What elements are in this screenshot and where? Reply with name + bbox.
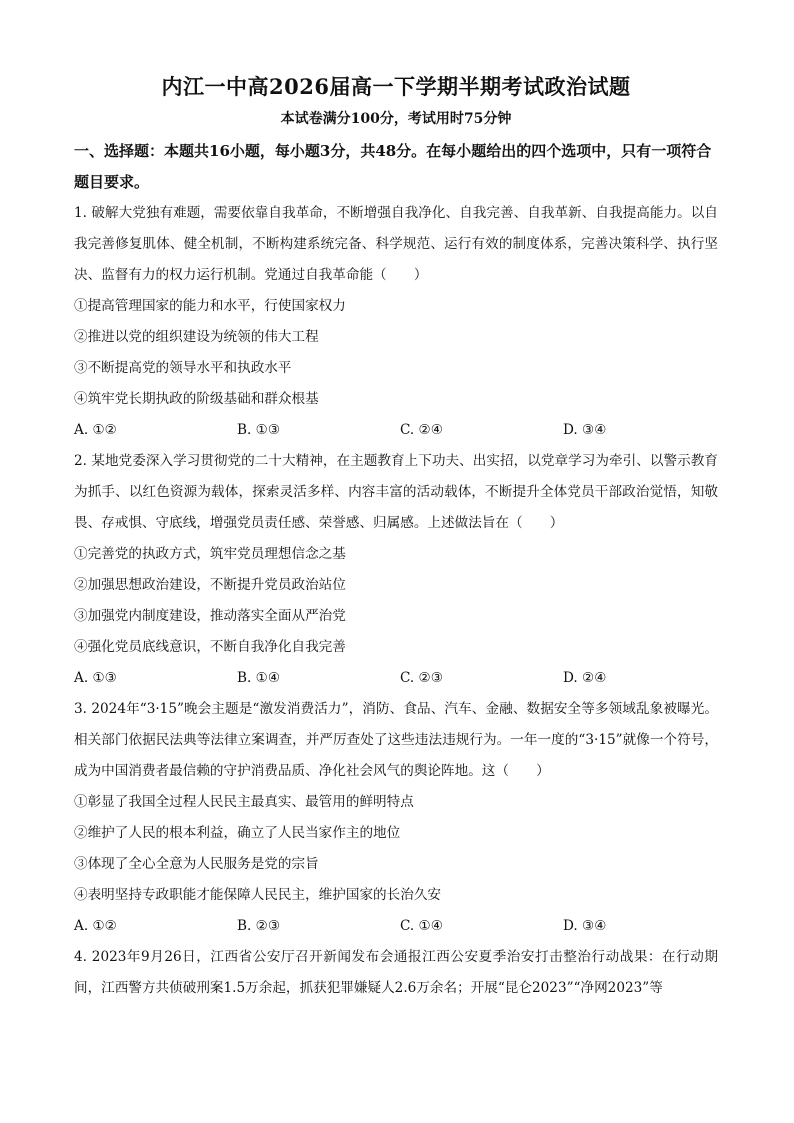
choice-c: C. ①④	[400, 918, 443, 934]
question-stem: 1. 破解大党独有难题，需要依靠自我革命，不断增强自我净化、自我完善、自我革新、自我提高能力。以自我完善修复肌体、健全机制，不断构建系统完备、科学规范、运行有效的制度体系，完善决策科学、执行坚决、监督有力的权力运行机制。党通过自我革命能（ ）	[74, 205, 718, 283]
choice-a: A. ①②	[74, 422, 117, 438]
statement-option: ②推进以党的组织建设为统领的伟大工程	[74, 329, 319, 345]
statement-option: ②加强思想政治建设，不断提升党员政治站位	[74, 577, 346, 593]
question-1	[74, 198, 718, 446]
statement-option: ③加强党内制度建设，推动落实全面从严治党	[74, 608, 346, 624]
choice-b: B. ②③	[237, 918, 281, 934]
choice-d: D. ②④	[563, 670, 607, 686]
choice-a: A. ①③	[74, 670, 117, 686]
choice-a: A. ①②	[74, 918, 117, 934]
choice-c: C. ②③	[400, 670, 443, 686]
page-title: 内江一中高2026届高一下学期半期考试政治试题	[161, 74, 631, 99]
answer-choices	[74, 415, 718, 446]
question-4	[74, 942, 718, 1004]
choice-d: D. ③④	[563, 918, 607, 934]
statement-option: ①完善党的执政方式，筑牢党员理想信念之基	[74, 546, 346, 562]
question-2	[74, 446, 718, 694]
question-3	[74, 694, 718, 942]
answer-choices	[74, 911, 718, 942]
statement-option: ④强化党员底线意识，不断自我净化自我完善	[74, 639, 346, 655]
statement-option: ②维护了人民的根本利益，确立了人民当家作主的地位	[74, 825, 401, 841]
statement-option: ④表明坚持专政职能才能保障人民民主，维护国家的长治久安	[74, 887, 442, 903]
statement-option: ①提高管理国家的能力和水平，行使国家权力	[74, 298, 346, 314]
statement-option: ③体现了全心全意为人民服务是党的宗旨	[74, 856, 319, 872]
choice-c: C. ②④	[400, 422, 443, 438]
statement-option: ④筑牢党长期执政的阶级基础和群众根基	[74, 391, 319, 407]
question-stem: 3. 2024年“3·15”晚会主题是“激发消费活力”，消防、食品、汽车、金融、数据安全等多领域乱象被曝光。相关部门依据民法典等法律立案调查，并严厉查处了这些违法违规行为。一年一度的“3·15”就像一个符号，成为中国消费者最信赖的守护消费品质、净化社会风气的舆论阵地。这（ ）	[74, 701, 718, 779]
answer-choices	[74, 663, 718, 694]
section-heading: 一、选择题：本题共16小题，每小题3分，共48分。在每小题给出的四个选项中，只有一项符合题目要求。	[74, 142, 712, 191]
choice-b: B. ①④	[237, 670, 281, 686]
choice-b: B. ①③	[237, 422, 281, 438]
choice-d: D. ③④	[563, 422, 607, 438]
question-stem: 2. 某地党委深入学习贯彻党的二十大精神，在主题教育上下功夫、出实招，以党章学习为牵引、以警示教育为抓手、以红色资源为载体，探索灵活多样、内容丰富的活动载体，不断提升全体党员干部政治觉悟，知敬畏、存戒惧、守底线，增强党员责任感、荣誉感、归属感。上述做法旨在（ ）	[74, 453, 718, 531]
exam-info: 本试卷满分100分，考试用时75分钟	[280, 111, 512, 127]
statement-option: ③不断提高党的领导水平和执政水平	[74, 360, 292, 376]
statement-option: ①彰显了我国全过程人民民主最真实、最管用的鲜明特点	[74, 794, 414, 810]
question-stem: 4. 2023年9月26日，江西省公安厅召开新闻发布会通报江西公安夏季治安打击整治行动战果：在行动期间，江西警方共侦破刑案1.5万余起，抓获犯罪嫌疑人2.6万余名；开展“昆仑2023”“净网2023”等	[74, 949, 718, 996]
